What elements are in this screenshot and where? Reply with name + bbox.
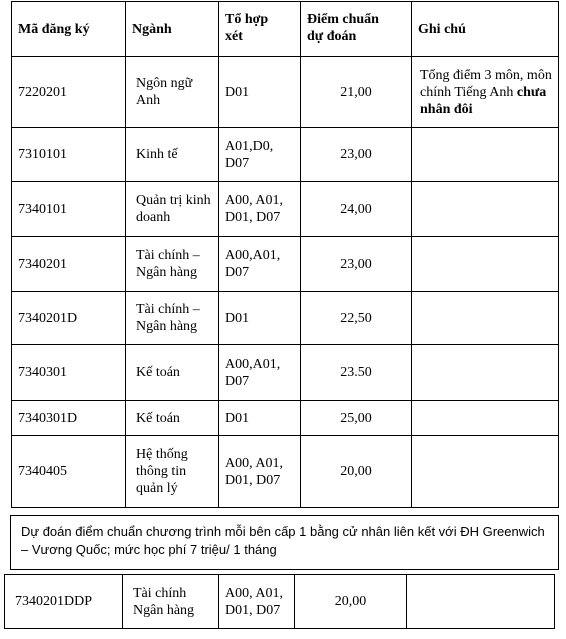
table-header-row	[12, 2, 559, 57]
row-code: 7310101	[12, 128, 126, 182]
table-row	[12, 57, 559, 128]
row-combo: A00,A01, D07	[219, 237, 301, 292]
row-score: 25,00	[301, 401, 412, 436]
row-score: 20,00	[301, 436, 412, 508]
row-code: 7340201D	[12, 292, 126, 345]
row-code: 7340101	[12, 182, 126, 237]
table-row	[12, 237, 559, 292]
row-major: Kế toán	[126, 345, 219, 401]
row-code: 7340301D	[12, 401, 126, 436]
table-row	[12, 128, 559, 182]
row-note	[407, 575, 555, 629]
row-note	[412, 345, 559, 401]
row-note	[412, 436, 559, 508]
row-major: Quản trị kinh doanh	[126, 182, 219, 237]
row-major: Ngôn ngữ Anh	[126, 57, 219, 128]
row-score: 24,00	[301, 182, 412, 237]
row-combo: D01	[219, 292, 301, 345]
row-score: 20,00	[295, 575, 407, 629]
table-row	[12, 436, 559, 508]
row-note	[412, 401, 559, 436]
row-combo: D01	[219, 401, 301, 436]
header-score: Điểm chuẩn dự đoán	[301, 2, 412, 57]
row-note	[412, 182, 559, 237]
row-major: Tài chính – Ngân hàng	[126, 237, 219, 292]
row-note	[412, 237, 559, 292]
row-code: 7340201DDP	[5, 575, 123, 629]
row-major: Kinh tế	[126, 128, 219, 182]
header-major: Ngành	[126, 2, 219, 57]
row-major: Tài chính Ngân hàng	[123, 575, 219, 629]
row-combo: A00, A01, D01, D07	[219, 436, 301, 508]
row-combo: A00,A01, D07	[219, 345, 301, 401]
notice-box	[10, 515, 559, 570]
header-note: Ghi chú	[412, 2, 559, 57]
row-score: 21,00	[301, 57, 412, 128]
row-note	[412, 292, 559, 345]
table-row	[12, 401, 559, 436]
row-code: 7340405	[12, 436, 126, 508]
row-code: 7220201	[12, 57, 126, 128]
row-combo: D01	[219, 57, 301, 128]
extra-program-table	[4, 574, 555, 629]
row-score: 23.50	[301, 345, 412, 401]
row-note: Tổng điểm 3 môn, môn chính Tiếng Anh chưa nhân đôi	[412, 57, 559, 128]
row-major: Kế toán	[126, 401, 219, 436]
row-combo: A00, A01, D01, D07	[219, 182, 301, 237]
table-row	[12, 292, 559, 345]
row-code: 7340201	[12, 237, 126, 292]
header-combo: Tổ hợp xét	[219, 2, 301, 57]
row-score: 23,00	[301, 128, 412, 182]
row-code: 7340301	[12, 345, 126, 401]
table-row	[12, 182, 559, 237]
row-combo: A01,D0, D07	[219, 128, 301, 182]
row-combo: A00, A01, D01, D07	[219, 575, 295, 629]
row-note	[412, 128, 559, 182]
table-row	[5, 575, 555, 629]
row-score: 23,00	[301, 237, 412, 292]
notice-text: Dự đoán điểm chuẩn chương trình mỗi bên cấp 1 bằng cử nhân liên kết với ĐH Greenwich – Vương Quốc; mức học phí 7 triệu/ 1 tháng	[21, 524, 545, 557]
row-major: Tài chính – Ngân hàng	[126, 292, 219, 345]
row-score: 22,50	[301, 292, 412, 345]
table-row	[12, 345, 559, 401]
admission-score-table	[11, 1, 559, 508]
row-major: Hệ thống thông tin quản lý	[126, 436, 219, 508]
header-code: Mã đăng ký	[12, 2, 126, 57]
